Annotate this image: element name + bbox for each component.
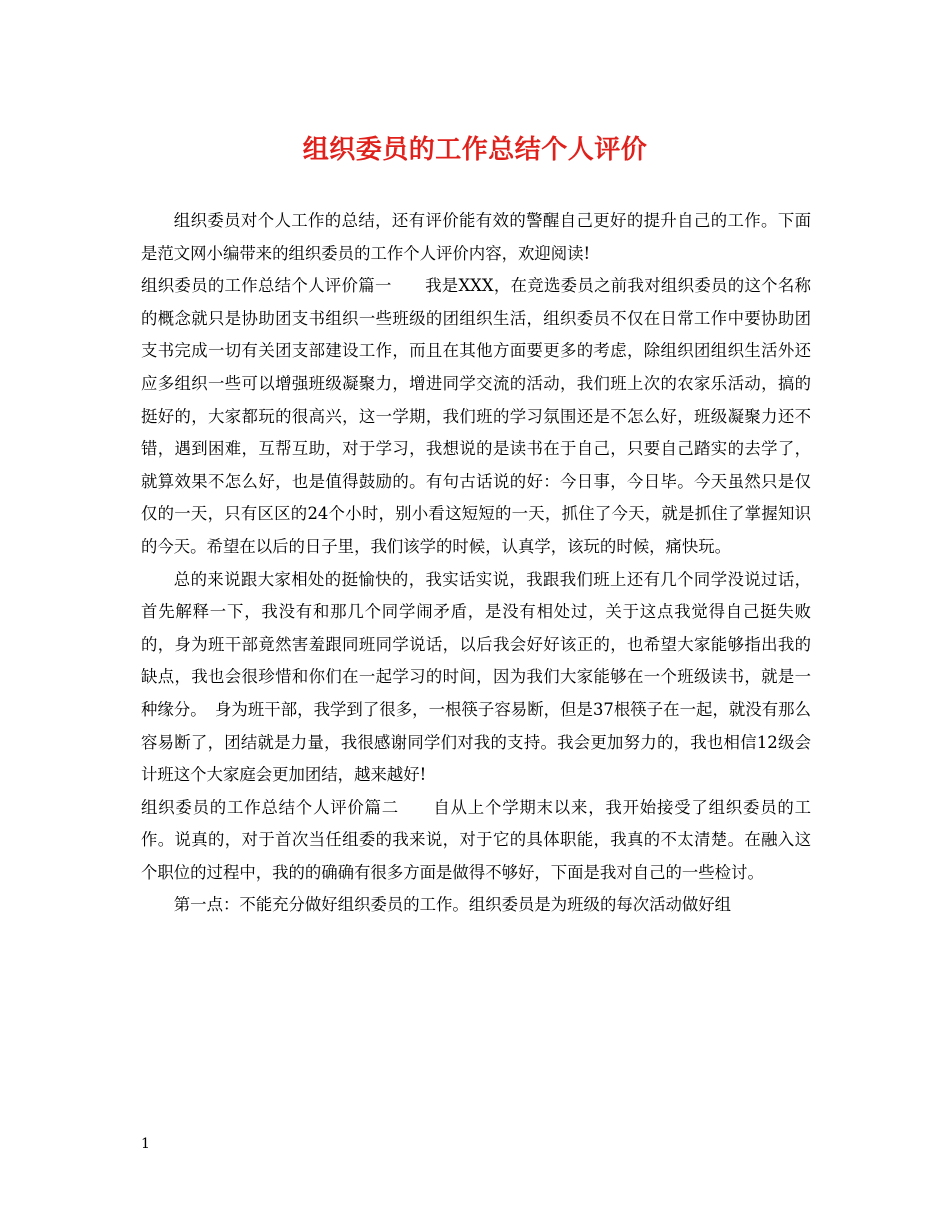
page-number: 1 [141,1136,150,1152]
document-title: 组织委员的工作总结个人评价 [302,135,648,165]
document-body [141,205,811,922]
intro-paragraph: 组织委员对个人工作的总结，还有评价能有效的警醒自己更好的提升自己的工作。下面是范文网小编带来的组织委员的工作个人评价内容，欢迎阅读! [141,211,811,263]
section-one-paragraph: 组织委员的工作总结个人评价篇一 我是XXX，在竞选委员之前我对组织委员的这个名称的概念就只是协助团支书组织一些班级的团组织生活，组织委员不仅在日常工作中要协助团支书完成一切有关团支部建设工作，而且在其他方面要更多的考虑，除组织团组织生活外还应多组织一些可以增强班级凝聚力，增进同学交流的活动，我们班上次的农家乐活动，搞的挺好的，大家都玩的很高兴，这一学期，我们班的学习氛围还是不怎么好，班级凝聚力还不错，遇到困难，互帮互助，对于学习，我想说的是读书在于自己，只要自己踏实的去学了，就算效果不怎么好，也是值得鼓励的。有句古话说的好：今日事，今日毕。今天虽然只是仅仅的一天，只有区区的24个小时，别小看这短短的一天，抓住了今天，就是抓住了掌握知识的今天。希望在以后的日子里，我们该学的时候，认真学，该玩的时候，痛快玩。 [141,276,811,556]
section-two-paragraph: 组织委员的工作总结个人评价篇二 自从上个学期末以来，我开始接受了组织委员的工作。说真的，对于首次当任组委的我来说，对于它的具体职能，我真的不太清楚。在融入这个职位的过程中，我的的确确有很多方面是做得不够好，下面是我对自己的一些检讨。 [141,797,811,882]
summary-paragraph: 总的来说跟大家相处的挺愉快的，我实话实说，我跟我们班上还有几个同学没说过话，首先解释一下，我没有和那几个同学闹矛盾，是没有相处过，关于这点我觉得自己挺失败的，身为班干部竟然害羞跟同班同学说话，以后我会好好该正的，也希望大家能够指出我的缺点，我也会很珍惜和你们在一起学习的时间，因为我们大家能够在一个班级读书，就是一种缘分。 身为班干部，我学到了很多，一根筷子容易断，但是37根筷子在一起，就没有那么容易断了，团结就是力量，我很感谢同学们对我的支持。我会更加努力的，我也相信12级会计班这个大家庭会更加团结，越来越好! [141,569,811,785]
first-point-paragraph: 第一点：不能充分做好组织委员的工作。组织委员是为班级的每次活动做好组 [173,895,732,915]
